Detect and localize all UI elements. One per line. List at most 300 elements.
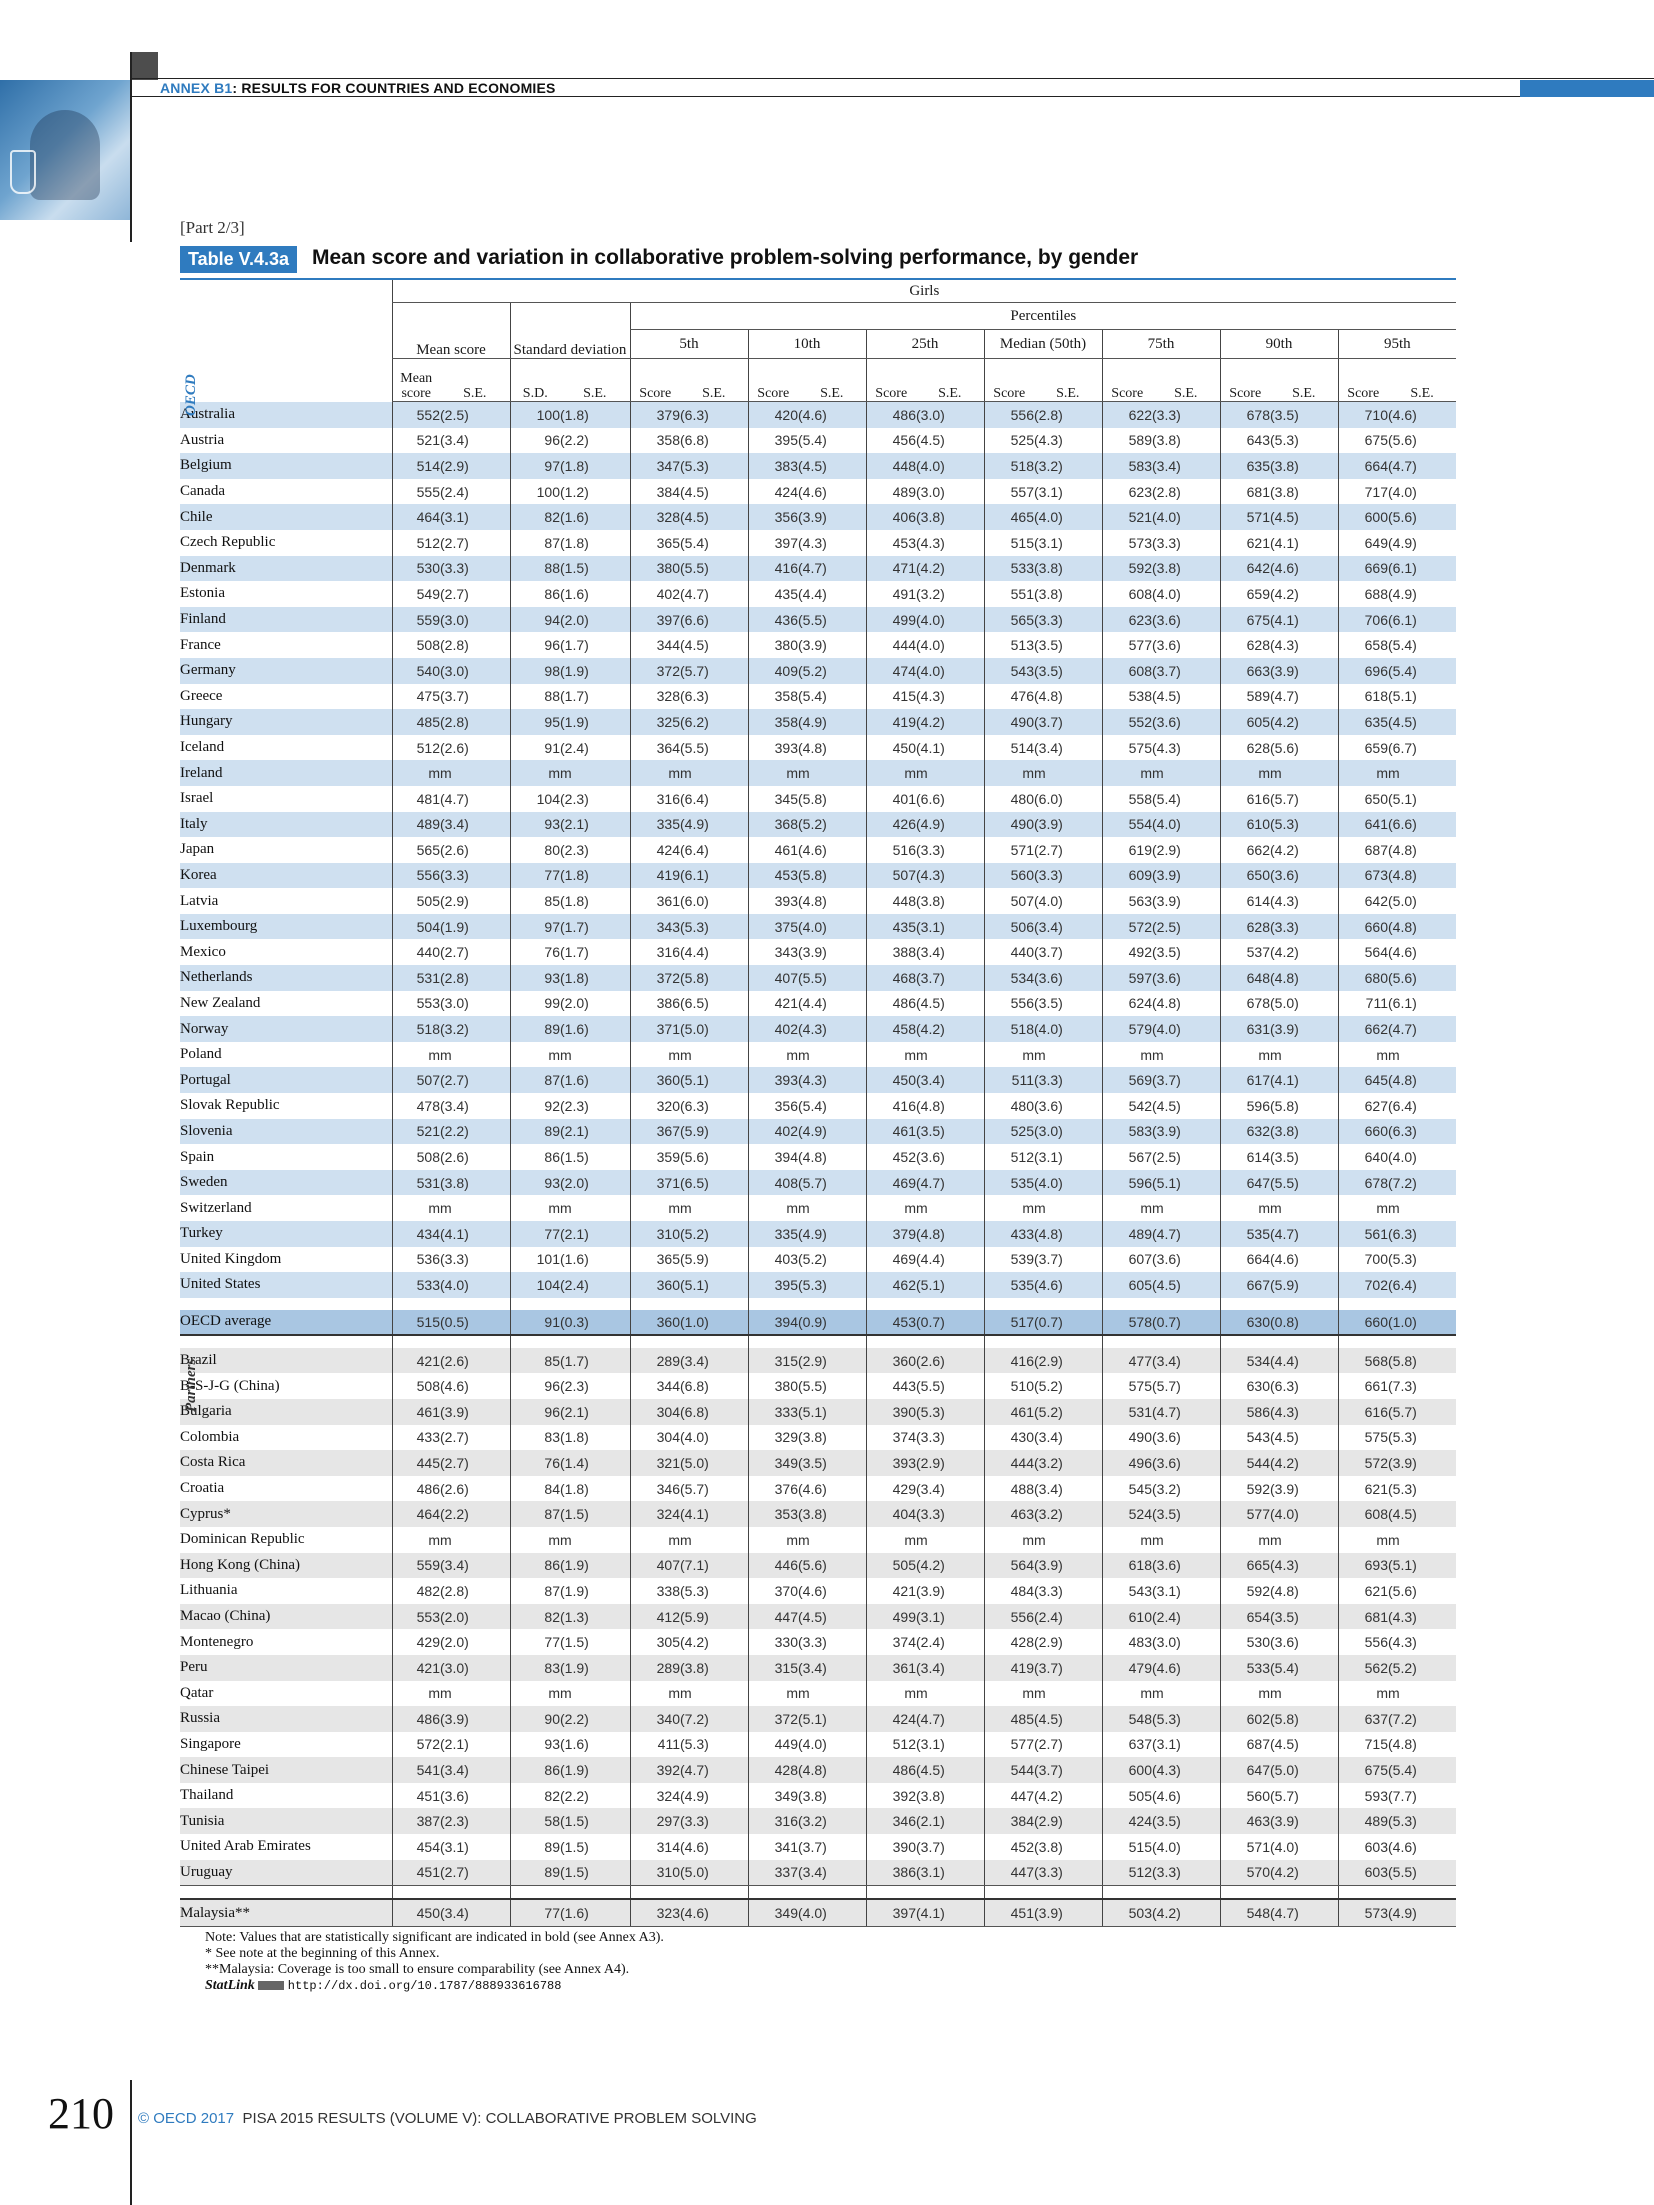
country-name: Spain	[180, 1144, 392, 1170]
score-value: 622	[1102, 402, 1152, 428]
mean-value: 540	[392, 658, 440, 684]
se-value: (4.7)	[1152, 1221, 1220, 1247]
score-value: 384	[984, 1808, 1034, 1834]
score-value: 647	[1220, 1757, 1270, 1783]
se-value: (3.3)	[1034, 607, 1102, 633]
country-name: Ireland	[180, 760, 392, 786]
se-value: (3.9)	[798, 944, 827, 961]
score-value: 393	[748, 735, 798, 761]
se-value: (4.3)	[1270, 1399, 1338, 1425]
se-value: (4.1)	[1270, 534, 1299, 551]
se-value: (1.7)	[560, 914, 630, 940]
se-value: (5.1)	[680, 1067, 748, 1093]
se-value: (3.4)	[1152, 453, 1220, 479]
country-name: Iceland	[180, 735, 392, 761]
score-value: 516	[866, 837, 916, 863]
se-value: (5.6)	[680, 1149, 709, 1166]
score-value: 349	[748, 1783, 798, 1809]
country-name: Sweden	[180, 1170, 392, 1196]
score-value: 717	[1338, 479, 1388, 505]
se-value: (4.3)	[1388, 1604, 1456, 1630]
country-name: New Zealand	[180, 991, 392, 1017]
se-value: (5.3)	[1388, 1808, 1456, 1834]
mean-value: 451	[392, 1783, 440, 1809]
header-dark-square	[130, 52, 158, 80]
se-value: (4.6)	[1388, 944, 1417, 961]
se-value: (3.4)	[916, 1655, 984, 1681]
score-value: 361	[866, 1655, 916, 1681]
country-name: Hong Kong (China)	[180, 1553, 392, 1579]
se-value: (3.3)	[1152, 534, 1181, 551]
score-value: 511	[984, 1067, 1034, 1093]
score-value: 524	[1102, 1501, 1152, 1527]
sd-value: 87	[510, 1067, 560, 1093]
score-value: 630	[1220, 1373, 1270, 1399]
sub-header-se: S.E.	[798, 359, 866, 402]
se-value: (3.9)	[440, 1399, 510, 1425]
country-name: Portugal	[180, 1067, 392, 1093]
se-value: (2.1)	[560, 812, 630, 838]
se-value: m	[798, 760, 866, 786]
score-value: 469	[866, 1170, 916, 1196]
table-body	[180, 402, 1456, 1927]
se-value: (1.8)	[560, 453, 630, 479]
mean-value: 572	[392, 1732, 440, 1758]
mean-value: 508	[392, 1144, 440, 1170]
score-value: 360	[630, 1310, 680, 1335]
se-value: (3.8)	[1034, 556, 1102, 582]
se-value: (4.9)	[916, 812, 984, 838]
mean-value: 521	[392, 1119, 440, 1145]
score-value: m	[866, 760, 916, 786]
se-value: (3.3)	[798, 1634, 827, 1651]
se-value: (5.1)	[1388, 790, 1417, 807]
score-value: 648	[1220, 965, 1270, 991]
mean-value: 508	[392, 1373, 440, 1399]
score-value: 444	[866, 632, 916, 658]
se-value: (3.2)	[798, 1808, 866, 1834]
se-value: (3.4)	[1152, 1348, 1220, 1374]
se-value: (4.9)	[680, 1787, 709, 1804]
se-value: (3.5)	[1270, 402, 1338, 428]
sd-value: 100	[510, 402, 560, 428]
se-value: (4.2)	[1270, 1450, 1338, 1476]
se-value: (1.5)	[560, 1808, 630, 1834]
score-value: 640	[1338, 1144, 1388, 1170]
mean-value: 421	[392, 1348, 440, 1374]
se-value: (6.1)	[680, 863, 748, 889]
se-value: (1.7)	[560, 944, 589, 961]
footer-rule	[130, 2080, 132, 2205]
side-label-partners: Partners	[183, 1358, 199, 1412]
score-value: 390	[866, 1834, 916, 1860]
mean-value: 552	[392, 402, 440, 428]
se-value: (2.1)	[440, 1736, 469, 1753]
score-value: 461	[748, 837, 798, 863]
se-value: (3.7)	[1034, 944, 1063, 961]
sd-value: 58	[510, 1808, 560, 1834]
score-value: 316	[748, 1808, 798, 1834]
se-value: (5.6)	[1388, 504, 1456, 530]
se-value: (2.7)	[440, 1429, 469, 1446]
se-value: (1.9)	[560, 658, 630, 684]
se-value: (3.5)	[1270, 1604, 1338, 1630]
score-value: 297	[630, 1808, 680, 1834]
se-value: (4.5)	[1270, 504, 1338, 530]
score-value: 537	[1220, 939, 1270, 965]
se-value: (3.6)	[1152, 965, 1220, 991]
country-name: Israel	[180, 786, 392, 812]
table-row	[180, 709, 1456, 735]
p25-header: 25th	[866, 330, 984, 359]
sub-header-score: Score	[1102, 359, 1152, 402]
country-name: Netherlands	[180, 965, 392, 991]
score-value: 360	[630, 1067, 680, 1093]
se-value: (5.4)	[798, 688, 827, 705]
score-value: 678	[1338, 1170, 1388, 1196]
se-value: (5.4)	[1152, 790, 1181, 807]
se-value: (4.3)	[1388, 1634, 1417, 1651]
se-value: (3.9)	[1152, 893, 1181, 910]
se-value: (4.6)	[1270, 556, 1338, 582]
se-value: (1.5)	[560, 1860, 630, 1886]
score-value: m	[1338, 1527, 1388, 1553]
mean-value: m	[392, 1195, 440, 1221]
se-value: (4.0)	[916, 637, 945, 654]
score-value: 403	[748, 1247, 798, 1273]
score-value: 452	[984, 1834, 1034, 1860]
se-value: (3.9)	[1034, 1553, 1102, 1579]
score-value: 649	[1338, 530, 1388, 556]
table-row	[180, 1247, 1456, 1273]
score-value: 602	[1220, 1706, 1270, 1732]
score-value: 596	[1220, 1093, 1270, 1119]
score-value: 449	[748, 1732, 798, 1758]
se-value: (2.2)	[440, 1501, 510, 1527]
score-value: 360	[866, 1348, 916, 1374]
se-value: (7.1)	[680, 1553, 748, 1579]
mean-value: 433	[392, 1425, 440, 1451]
se-value: (1.8)	[560, 1429, 589, 1446]
score-value: 343	[630, 914, 680, 940]
se-value: (4.3)	[1270, 1553, 1338, 1579]
se-value: (1.2)	[560, 483, 589, 500]
se-value: (1.6)	[560, 585, 589, 602]
score-value: 325	[630, 709, 680, 735]
se-value: (1.8)	[560, 965, 630, 991]
score-value: 406	[866, 504, 916, 530]
country-name: Bulgaria	[180, 1399, 392, 1425]
se-value: m	[1152, 1685, 1164, 1702]
se-value: (1.9)	[560, 1757, 630, 1783]
score-value: 447	[984, 1860, 1034, 1886]
score-value: 533	[1220, 1655, 1270, 1681]
score-value: 335	[630, 812, 680, 838]
score-value: 715	[1338, 1732, 1388, 1758]
mean-value: 505	[392, 888, 440, 914]
se-value: (4.2)	[1270, 1860, 1338, 1886]
vertical-rule	[130, 52, 132, 242]
se-value: (5.4)	[1388, 658, 1456, 684]
score-value: 353	[748, 1501, 798, 1527]
table-row	[180, 1450, 1456, 1476]
score-value: 367	[630, 1119, 680, 1145]
score-value: 393	[748, 888, 798, 914]
score-value: 480	[984, 1093, 1034, 1119]
se-value: (3.4)	[440, 812, 510, 838]
se-value: (5.9)	[680, 1119, 748, 1145]
se-value: (6.5)	[680, 995, 709, 1012]
se-value: (5.5)	[680, 739, 709, 756]
score-value: 330	[748, 1629, 798, 1655]
score-value: 623	[1102, 607, 1152, 633]
score-value: 564	[984, 1553, 1034, 1579]
score-value: 447	[748, 1604, 798, 1630]
score-value: 420	[748, 402, 798, 428]
se-value: (4.0)	[1034, 504, 1102, 530]
se-value: (2.9)	[1152, 841, 1181, 858]
score-value: 335	[748, 1221, 798, 1247]
score-value: 388	[866, 939, 916, 965]
sub-header-se: S.E.	[1388, 359, 1456, 402]
score-value: 440	[984, 939, 1034, 965]
se-value: (4.6)	[680, 1899, 748, 1926]
score-value: 605	[1220, 709, 1270, 735]
mean-value: 541	[392, 1757, 440, 1783]
se-value: m	[560, 1200, 572, 1217]
se-value: (3.4)	[916, 944, 945, 961]
se-value: (1.7)	[560, 688, 589, 705]
se-value: (4.0)	[1388, 1149, 1417, 1166]
annex-label: ANNEX B1	[160, 80, 233, 96]
country-name: United Kingdom	[180, 1247, 392, 1273]
sd-value: 86	[510, 1757, 560, 1783]
se-value: (3.6)	[1152, 1553, 1220, 1579]
score-value: 393	[866, 1450, 916, 1476]
se-value: (5.9)	[1270, 1272, 1338, 1298]
score-value: 586	[1220, 1399, 1270, 1425]
se-value: (1.9)	[560, 1553, 630, 1579]
row-gap	[180, 1298, 1456, 1310]
table-title: Mean score and variation in collaborative problem-solving performance, by gender	[312, 246, 1139, 269]
se-value: (3.5)	[798, 1450, 866, 1476]
sub-header-score: Score	[1338, 359, 1388, 402]
se-value: (3.8)	[916, 1787, 945, 1804]
se-value: m	[1270, 1685, 1282, 1702]
score-value: 416	[866, 1093, 916, 1119]
score-value: 453	[748, 863, 798, 889]
se-value: (6.3)	[1270, 1378, 1299, 1395]
se-value: (3.0)	[440, 995, 469, 1012]
se-value: (4.2)	[916, 709, 984, 735]
header-photo	[0, 80, 130, 220]
mean-value: 565	[392, 837, 440, 863]
table-row	[180, 837, 1456, 863]
score-value: m	[630, 760, 680, 786]
country-name: United States	[180, 1272, 392, 1298]
table-row	[180, 632, 1456, 658]
se-value: m	[560, 1685, 572, 1702]
se-value: (3.7)	[916, 965, 984, 991]
score-value: 379	[630, 402, 680, 428]
sub-header-se: S.E.	[560, 359, 630, 402]
se-value: (1.6)	[560, 1067, 630, 1093]
se-value: (3.5)	[1152, 1808, 1220, 1834]
country-name: Switzerland	[180, 1195, 392, 1221]
se-value: (6.4)	[680, 790, 709, 807]
se-value: (5.6)	[1388, 965, 1456, 991]
mean-value: m	[392, 760, 440, 786]
country-name: Turkey	[180, 1221, 392, 1247]
score-value: 678	[1220, 991, 1270, 1017]
se-value: (3.4)	[916, 1067, 984, 1093]
score-value: 491	[866, 581, 916, 607]
se-value: (4.5)	[680, 504, 748, 530]
score-value: 315	[748, 1655, 798, 1681]
score-value: 462	[866, 1272, 916, 1298]
score-value: 635	[1220, 453, 1270, 479]
se-value: (6.8)	[680, 1399, 748, 1425]
se-value: (2.0)	[560, 607, 630, 633]
mean-value: 475	[392, 684, 440, 710]
score-value: 386	[630, 991, 680, 1017]
score-value: m	[630, 1527, 680, 1553]
sub-header-se: S.E.	[916, 359, 984, 402]
se-value: (2.2)	[560, 432, 589, 449]
se-value: (4.6)	[1152, 1787, 1181, 1804]
se-value: (1.5)	[560, 1634, 589, 1651]
se-value: (3.8)	[916, 893, 945, 910]
se-value: (4.6)	[680, 1838, 709, 1855]
score-value: 554	[1102, 812, 1152, 838]
score-value: 681	[1220, 479, 1270, 505]
score-value: 443	[866, 1373, 916, 1399]
se-value: (4.0)	[1388, 483, 1417, 500]
se-value: (3.9)	[1270, 1016, 1338, 1042]
se-value: (7.2)	[1388, 1706, 1456, 1732]
score-value: 650	[1220, 863, 1270, 889]
se-value: (1.6)	[560, 1736, 589, 1753]
mean-value: 387	[392, 1808, 440, 1834]
sub-header-mean: Mean score	[392, 359, 440, 402]
se-value: (4.6)	[440, 1378, 469, 1395]
se-value: (4.2)	[1270, 709, 1338, 735]
score-value: 596	[1102, 1170, 1152, 1196]
score-value: m	[984, 1681, 1034, 1707]
score-value: 485	[984, 1706, 1034, 1732]
mean-value: 489	[392, 812, 440, 838]
se-value: (6.4)	[1388, 1097, 1417, 1114]
se-value: (2.6)	[440, 1348, 510, 1374]
score-value: 412	[630, 1604, 680, 1630]
se-value: (3.3)	[1152, 1860, 1220, 1886]
country-name: Australia	[180, 402, 392, 428]
se-value: (4.5)	[680, 637, 709, 654]
se-value: (4.5)	[1152, 688, 1181, 705]
score-value: 328	[630, 504, 680, 530]
table-row	[180, 1604, 1456, 1630]
se-value: (2.4)	[440, 483, 469, 500]
se-value: (2.8)	[440, 965, 510, 991]
score-value: 589	[1220, 684, 1270, 710]
sd-value: 84	[510, 1476, 560, 1502]
se-value: (5.3)	[680, 914, 748, 940]
score-value: 424	[866, 1706, 916, 1732]
se-value: (3.1)	[1034, 483, 1063, 500]
mean-value: 434	[392, 1221, 440, 1247]
se-value: (0.7)	[1152, 1310, 1220, 1335]
se-value: (3.1)	[440, 504, 510, 530]
se-value: (2.0)	[440, 1634, 469, 1651]
se-value: m	[560, 760, 630, 786]
se-value: (5.3)	[798, 1272, 866, 1298]
se-value: (3.5)	[1034, 637, 1063, 654]
se-value: (5.3)	[1152, 1706, 1220, 1732]
se-value: (3.4)	[1034, 1429, 1063, 1446]
se-value: (4.5)	[1152, 1097, 1181, 1114]
se-value: (4.5)	[1388, 1501, 1456, 1527]
score-value: 621	[1338, 1476, 1388, 1502]
score-value: 556	[984, 991, 1034, 1017]
score-value: m	[1102, 1527, 1152, 1553]
score-value: 624	[1102, 991, 1152, 1017]
mean-value: 504	[392, 914, 440, 940]
score-value: 429	[866, 1476, 916, 1502]
country-name: Poland	[180, 1042, 392, 1068]
score-value: 578	[1102, 1310, 1152, 1335]
score-value: 643	[1220, 428, 1270, 454]
score-value: 486	[866, 1757, 916, 1783]
se-value: (5.6)	[1270, 739, 1299, 756]
se-value: (4.3)	[916, 688, 945, 705]
sd-value: 83	[510, 1655, 560, 1681]
score-value: 628	[1220, 914, 1270, 940]
score-value: 567	[1102, 1144, 1152, 1170]
country-name: Belgium	[180, 453, 392, 479]
se-value: (3.9)	[798, 504, 866, 530]
se-value: (4.0)	[440, 1272, 510, 1298]
score-value: 562	[1338, 1655, 1388, 1681]
score-value: 571	[1220, 504, 1270, 530]
table-row	[180, 1348, 1456, 1374]
table-row	[180, 1067, 1456, 1093]
statlink-url[interactable]: http://dx.doi.org/10.1787/888933616788	[287, 1979, 562, 1993]
se-value: m	[1270, 1046, 1282, 1063]
se-value: (4.8)	[1388, 914, 1456, 940]
sd-value: 88	[510, 556, 560, 582]
table-row	[180, 1553, 1456, 1579]
mean-value: 451	[392, 1860, 440, 1886]
score-value: 489	[1102, 1221, 1152, 1247]
table-row	[180, 965, 1456, 991]
score-value: 345	[748, 786, 798, 812]
mean-value: 482	[392, 1578, 440, 1604]
se-value: (6.5)	[680, 1170, 748, 1196]
score-value: 479	[1102, 1655, 1152, 1681]
se-value: (1.5)	[560, 556, 630, 582]
table-row	[180, 735, 1456, 761]
score-value: 667	[1220, 1272, 1270, 1298]
score-value: 305	[630, 1629, 680, 1655]
score-value: 572	[1338, 1450, 1388, 1476]
mean-value: 507	[392, 1067, 440, 1093]
score-value: m	[630, 1195, 680, 1221]
mean-value: 514	[392, 453, 440, 479]
se-value: m	[440, 1200, 452, 1217]
se-value: (3.9)	[440, 1706, 510, 1732]
se-value: (4.8)	[798, 893, 827, 910]
score-value: 545	[1102, 1476, 1152, 1502]
